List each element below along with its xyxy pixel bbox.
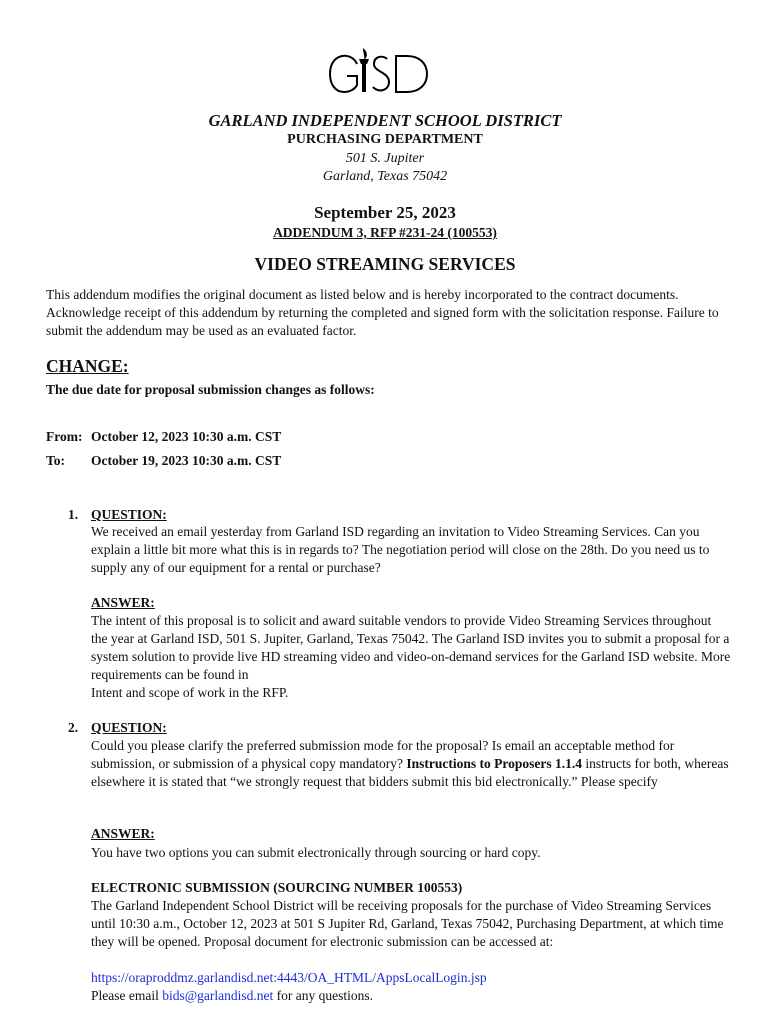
q1-question-label: QUESTION: xyxy=(91,507,167,522)
change-heading: CHANGE: xyxy=(46,356,129,376)
email-prefix: Please email xyxy=(91,988,163,1003)
department-name: PURCHASING DEPARTMENT xyxy=(287,132,483,147)
email-suffix: for any questions. xyxy=(273,988,374,1003)
to-date-row xyxy=(46,453,281,469)
electronic-submission-text: The Garland Independent School District will be receiving proposals for the purchase of Video Streaming Services until 10:30 a.m., October 12, 2023 at 501 S Jupiter Rd, Garland, Texas 75042, Purchasing Department, at which time they will be opened. Proposal document for electronic submission can be accessed at: xyxy=(91,898,724,949)
organization-name: GARLAND INDEPENDENT SCHOOL DISTRICT xyxy=(208,111,562,130)
q2-question-label: QUESTION: xyxy=(91,720,167,735)
email-line xyxy=(91,987,731,1005)
q1-number: 1. xyxy=(68,507,79,522)
to-value: October 19, 2023 10:30 a.m. CST xyxy=(91,453,282,468)
address-line-2: Garland, Texas 75042 xyxy=(322,169,448,184)
q1-answer-label: ANSWER: xyxy=(91,595,155,610)
q1-answer-text: The intent of this proposal is to solicit and award suitable vendors to provide Video Streaming Services throughout the year at Garland ISD, 501 S. Jupiter, Garland, Texas 75042. The Garland ISD invites you to submit a proposal for a system solution to provide live HD streaming video and video-on-demand services for the Garland ISD website. More requirements can be found in xyxy=(91,613,731,682)
gisd-logo xyxy=(327,44,433,102)
q1-question-text: We received an email yesterday from Garland ISD regarding an invitation to Video Streaming Services. Can you explain a little bit more what this is in regards to? The negotiation period will close on the 28th. Do you need us to supply any of our equipment for a rental or purchase? xyxy=(91,524,710,575)
bids-email-link[interactable]: bids@garlandisd.net xyxy=(162,988,274,1003)
q2-number: 2. xyxy=(68,720,79,735)
q2-answer-label: ANSWER: xyxy=(91,826,155,841)
document-date: September 25, 2023 xyxy=(314,203,456,222)
from-value: October 12, 2023 10:30 a.m. CST xyxy=(91,429,282,444)
intro-paragraph: This addendum modifies the original document as listed below and is hereby incorporated to the contract documents. Acknowledge receipt of this addendum by returning the completed and signed form with the solicitation response. Failure to submit the addendum may be used as an evaluated factor. xyxy=(46,287,719,338)
addendum-number: ADDENDUM 3, RFP #231-24 (100553) xyxy=(273,225,497,240)
from-date-row xyxy=(46,429,281,445)
q2-question-part2: instructs for both, whereas elsewhere it is stated that “we strongly request that bidders submit this bid electronically.” Please specify xyxy=(91,756,729,789)
from-label: From: xyxy=(46,429,83,444)
to-label: To: xyxy=(46,453,66,468)
address-line-1: 501 S. Jupiter xyxy=(345,151,425,166)
q2-answer-text: You have two options you can submit electronically through sourcing or hard copy. xyxy=(91,845,541,860)
q1-answer-line2: Intent and scope of work in the RFP. xyxy=(91,685,289,700)
document-title: VIDEO STREAMING SERVICES xyxy=(254,254,516,274)
q2-question-part1: Could you please clarify the preferred submission mode for the proposal? Is email an acceptable method for submission, or submission of a physical copy mandatory? xyxy=(91,738,675,771)
change-description: The due date for proposal submission changes as follows: xyxy=(46,382,375,397)
q2-question-bold: Instructions to Proposers 1.1.4 xyxy=(406,756,582,771)
electronic-submission-heading: ELECTRONIC SUBMISSION (SOURCING NUMBER 100553) xyxy=(91,880,463,895)
sourcing-login-link[interactable]: https://oraproddmz.garlandisd.net:4443/OA_HTML/AppsLocalLogin.jsp xyxy=(91,970,487,985)
q2-question-text xyxy=(91,737,731,791)
